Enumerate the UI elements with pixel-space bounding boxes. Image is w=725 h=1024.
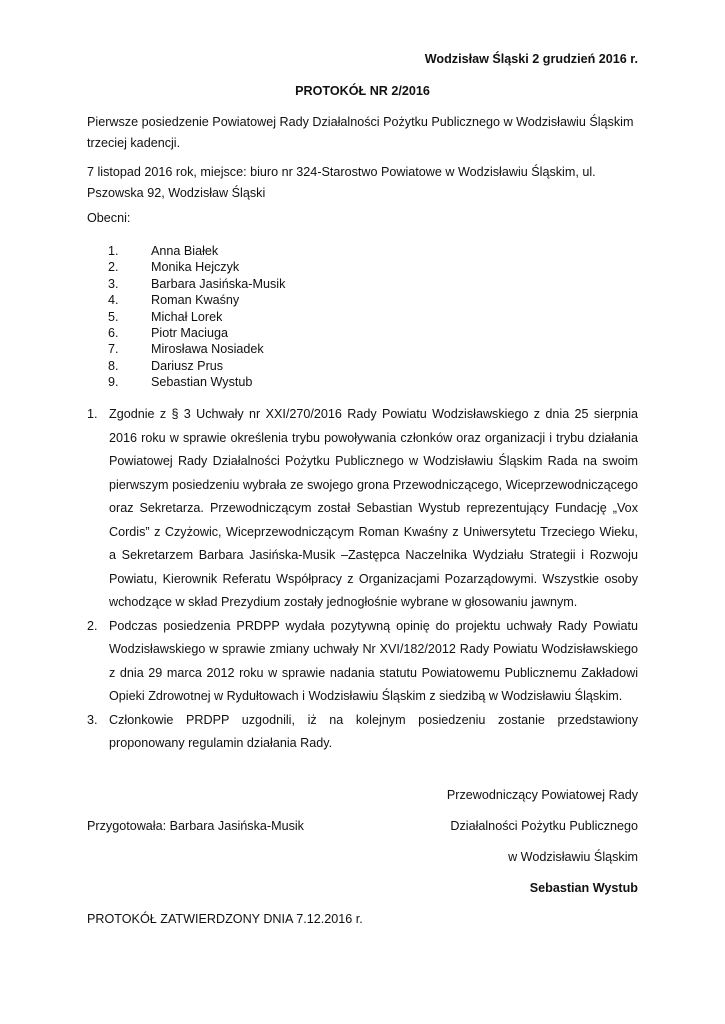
agenda-point-text: Zgodnie z § 3 Uchwały nr XXI/270/2016 Rady Powiatu Wodzisławskiego z dnia 25 sierpnia 2016 roku w sprawie określenia trybu powoływania członków oraz organizacji i trybu działania Powiatowej Rady Działalności Pożytku Publicznego w Wodzisławiu Śląskim Rada na swoim pierwszym posiedzeniu wybrała ze swojego grona Przewodniczącego, Wiceprzewodniczącego oraz Sekretarza. Przewodniczącym został Sebastian Wystub reprezentujący Fundację „Vox Cordis” z Czyżowic, Wiceprzewodniczącym Roman Kwaśny z Uniwersytetu Trzeciego Wieku, a Sekretarzem Barbara Jasińska-Musik –Zastępca Naczelnika Wydziału Strategii i Rozwoju Powiatu, Kierownik Referatu Współpracy z Organizacjami Pozarządowymi. Wszystkie osoby wchodzące w skład Prezydium zostały jednogłośnie wybrane w głosowaniu jawnym.: [109, 407, 638, 609]
prepared-by: Przygotowała: Barbara Jasińska-Musik: [87, 819, 304, 833]
document-title: PROTOKÓŁ NR 2/2016: [295, 84, 430, 98]
intro-paragraph-1: Pierwsze posiedzenie Powiatowej Rady Działalności Pożytku Publicznego w Wodzisławiu Śląskim trzeciej kadencji.: [87, 115, 634, 150]
agenda-point-number: 3.: [87, 712, 98, 727]
attendee-name: Barbara Jasińska-Musik: [151, 276, 286, 291]
signature-line-3: w Wodzisławiu Śląskim: [508, 850, 638, 864]
attendee-name: Michał Lorek: [151, 309, 223, 324]
list-item-number: 7.: [108, 342, 119, 357]
signature-line-1: Przewodniczący Powiatowej Rady: [446, 788, 638, 802]
attendee-name: Anna Białek: [151, 244, 219, 258]
approval-note: PROTOKÓŁ ZATWIERDZONY DNIA 7.12.2016 r.: [87, 912, 363, 926]
signature-line-2: Działalności Pożytku Publicznego: [450, 819, 638, 833]
attendee-name: Monika Hejczyk: [151, 260, 240, 275]
list-item-number: 5.: [108, 309, 119, 324]
present-label: Obecni:: [87, 211, 131, 225]
list-item-number: 4.: [108, 293, 119, 308]
agenda-point-number: 2.: [87, 618, 98, 633]
list-item-number: 3.: [108, 276, 119, 291]
attendee-name: Piotr Maciuga: [151, 325, 228, 340]
attendee-name: Mirosława Nosiadek: [151, 342, 264, 357]
list-item-number: 9.: [108, 375, 119, 390]
list-item-number: 6.: [108, 325, 119, 340]
list-item-number: 1.: [108, 244, 119, 258]
agenda-point: [87, 403, 638, 615]
place-date: Wodzisław Śląski 2 grudzień 2016 r.: [424, 52, 638, 66]
attendee-name: Roman Kwaśny: [151, 293, 240, 308]
signatory-name: Sebastian Wystub: [529, 881, 638, 895]
agenda-point: [87, 709, 638, 756]
intro-paragraph-2: 7 listopad 2016 rok, miejsce: biuro nr 324-Starostwo Powiatowe w Wodzisławiu Śląskim, ul. Pszowska 92, Wodzisław Śląski: [87, 165, 596, 200]
list-item-number: 8.: [108, 358, 119, 373]
attendee-name: Sebastian Wystub: [151, 375, 253, 390]
agenda-point-number: 1.: [87, 407, 98, 421]
agenda-point-text: Członkowie PRDPP uzgodnili, iż na kolejnym posiedzeniu zostanie przedstawiony proponowany regulamin działania Rady.: [109, 712, 638, 750]
agenda-point: [87, 615, 638, 709]
agenda-points: [87, 403, 638, 756]
attendee-name: Dariusz Prus: [151, 358, 224, 373]
agenda-point-text: Podczas posiedzenia PRDPP wydała pozytywną opinię do projektu uchwały Rady Powiatu Wodzisławskiego w sprawie zmiany uchwały Nr XVI/182/2012 Rady Powiatu Wodzisławskiego z dnia 29 marca 2012 roku w sprawie nadania statutu Powiatowemu Publicznemu Zakładowi Opieki Zdrowotnej w Rydułtowach i Wodzisławiu Śląskim z siedzibą w Wodzisławiu Śląskim.: [109, 618, 638, 703]
list-item-number: 2.: [108, 260, 119, 275]
